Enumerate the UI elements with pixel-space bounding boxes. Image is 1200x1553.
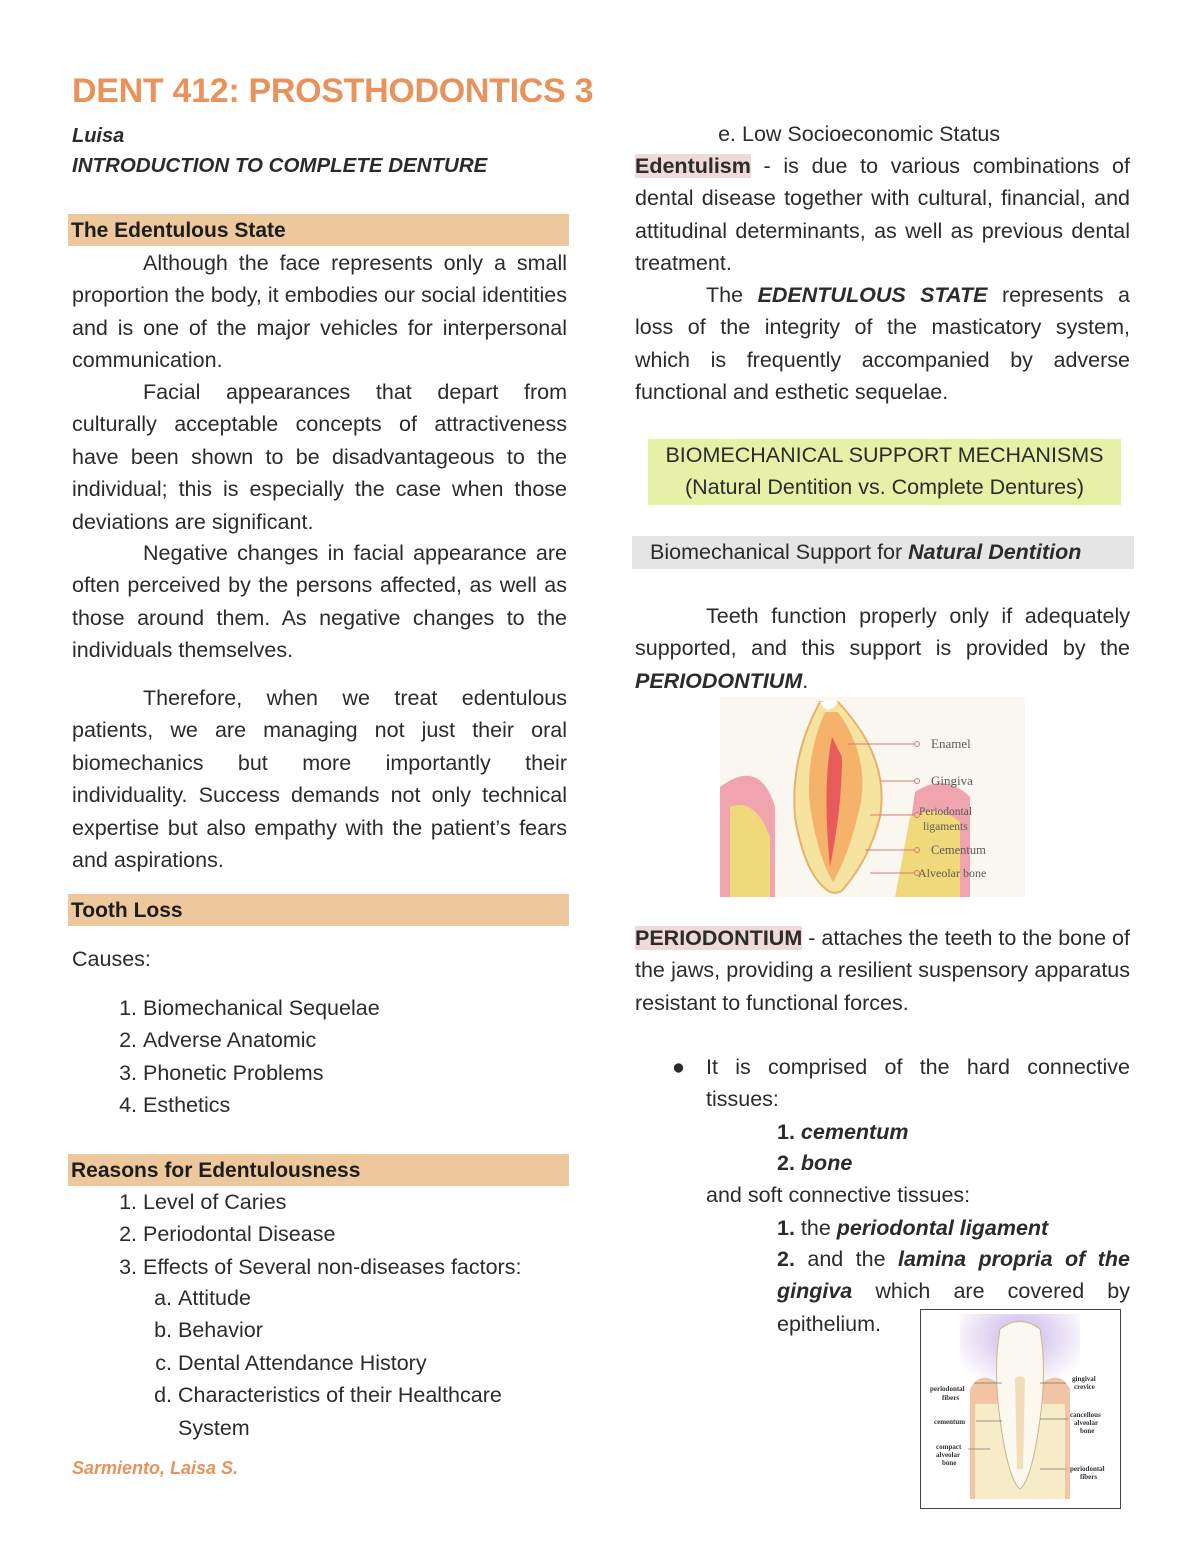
label-alveolar-bone: Alveolar bone (918, 866, 987, 880)
term-periodontium: PERIODONTIUM (635, 926, 803, 950)
reasons-sublist (154, 1282, 563, 1444)
soft-tissue-ligament: 1. the periodontal ligament (777, 1216, 1049, 1240)
list-item: 1. Level of Caries (119, 1190, 287, 1214)
svg-text:alveolar: alveolar (1074, 1419, 1099, 1427)
list-item: 1. Biomechanical Sequelae (119, 996, 380, 1020)
list-item: d. Characteristics of their Healthcare System (154, 1383, 502, 1440)
reasons-list (119, 1186, 568, 1283)
list-item-low-socioeconomic: e. Low Socioeconomic Status (718, 122, 1001, 146)
list-item: 4. Esthetics (119, 1093, 231, 1118)
label-periodontal: Periodontal (919, 806, 973, 818)
svg-text:periodontal: periodontal (930, 1385, 965, 1393)
svg-text:cementum: cementum (934, 1418, 966, 1426)
paragraph-edentulism: Edentulism - is due to various combinations of dental disease together with cultural, financial, and attitudinal determinants, as well as previous dental treatment. (635, 154, 1130, 276)
periodontium-figure (920, 1309, 1121, 1509)
causes-list (119, 992, 563, 1122)
author-name: Luisa (72, 125, 125, 147)
soft-tissues-label: and soft connective tissues: (706, 1183, 971, 1207)
label-ligaments: ligaments (923, 821, 968, 833)
svg-text:gingival: gingival (1072, 1375, 1096, 1383)
label-gingiva: Gingiva (931, 773, 973, 788)
list-item: c. Dental Attendance History (155, 1350, 427, 1375)
list-item: a. Attitude (154, 1286, 251, 1310)
section-heading-reasons: Reasons for Edentulousness (68, 1154, 569, 1186)
svg-text:periodontal: periodontal (1070, 1465, 1105, 1473)
section-heading-edentulous-state: The Edentulous State (68, 214, 569, 246)
paragraph-facial-appearances: Facial appearances that depart from culturally acceptable concepts of attractiveness have been shown to be disadvantageous to the individual; this is especially the case when those deviations are significant. (72, 380, 567, 534)
list-item: b. Behavior (154, 1318, 263, 1343)
paragraph-negative-changes: Negative changes in facial appearance are often perceived by the persons affected, as well as those around them. As negative changes to the individuals themselves. (72, 541, 567, 663)
list-item: 3. Phonetic Problems (119, 1060, 324, 1085)
svg-text:compact: compact (936, 1443, 962, 1451)
svg-text:cancellous: cancellous (1070, 1411, 1101, 1419)
list-item: 2. Periodontal Disease (119, 1222, 336, 1247)
tooth-anatomy-figure (720, 697, 1025, 897)
natural-dentition-heading: Biomechanical Support for Natural Dentition (632, 536, 1134, 569)
page-title: DENT 412: PROSTHODONTICS 3 (72, 72, 594, 110)
hard-tissue-bone: 2. bone (777, 1151, 853, 1175)
svg-text:fibers: fibers (1080, 1473, 1098, 1481)
svg-text:alveolar: alveolar (936, 1451, 961, 1459)
biomech-heading: BIOMECHANICAL SUPPORT MECHANISMS (Natural Dentition vs. Complete Dentures) (648, 439, 1121, 505)
svg-text:crevice: crevice (1074, 1383, 1095, 1391)
footer-author: Sarmiento, Laisa S. (72, 1458, 239, 1478)
svg-text:bone: bone (942, 1459, 957, 1467)
section-heading-tooth-loss: Tooth Loss (68, 894, 569, 926)
svg-text:fibers: fibers (942, 1394, 960, 1402)
paragraph-edentulous-state: The EDENTULOUS STATE represents a loss of the integrity of the masticatory system, which is frequently accompanied by adverse functional and esthetic sequelae. (635, 283, 1131, 405)
paragraph-periodontium: PERIODONTIUM - attaches the teeth to the bone of the jaws, providing a resilient suspensory apparatus resistant to functional forces. (635, 926, 1130, 1015)
causes-label: Causes: (72, 947, 151, 971)
label-cementum: Cementum (931, 843, 986, 857)
paragraph-face: Although the face represents only a small proportion the body, it embodies our social identities and is one of the major vehicles for interpersonal communication. (72, 251, 567, 373)
hard-tissue-cementum: 1. cementum (777, 1120, 909, 1144)
term-edentulism: Edentulism (635, 154, 751, 178)
label-enamel: Enamel (931, 736, 971, 751)
paragraph-teeth-support: Teeth function properly only if adequately supported, and this support is provided by the PERIODONTIUM. (635, 604, 1130, 693)
bullet-icon: ● (672, 1055, 685, 1079)
subtitle: INTRODUCTION TO COMPLETE DENTURE (72, 154, 488, 177)
list-item: 3. Effects of Several non-diseases factors: (119, 1254, 522, 1279)
list-item: 2. Adverse Anatomic (119, 1028, 317, 1053)
bullet-hard-tissues: It is comprised of the hard connective tissues: (706, 1055, 1130, 1112)
svg-text:bone: bone (1080, 1427, 1095, 1435)
paragraph-therefore: Therefore, when we treat edentulous patients, we are managing not just their oral biomechanics but more importantly their individuality. Success demands not only technical expertise but also empathy with the patient’s fears and aspirations. (72, 686, 567, 873)
soft-tissue-lamina: 2. and the lamina propria of the gingiva which are covered by epithelium. (777, 1247, 1131, 1336)
